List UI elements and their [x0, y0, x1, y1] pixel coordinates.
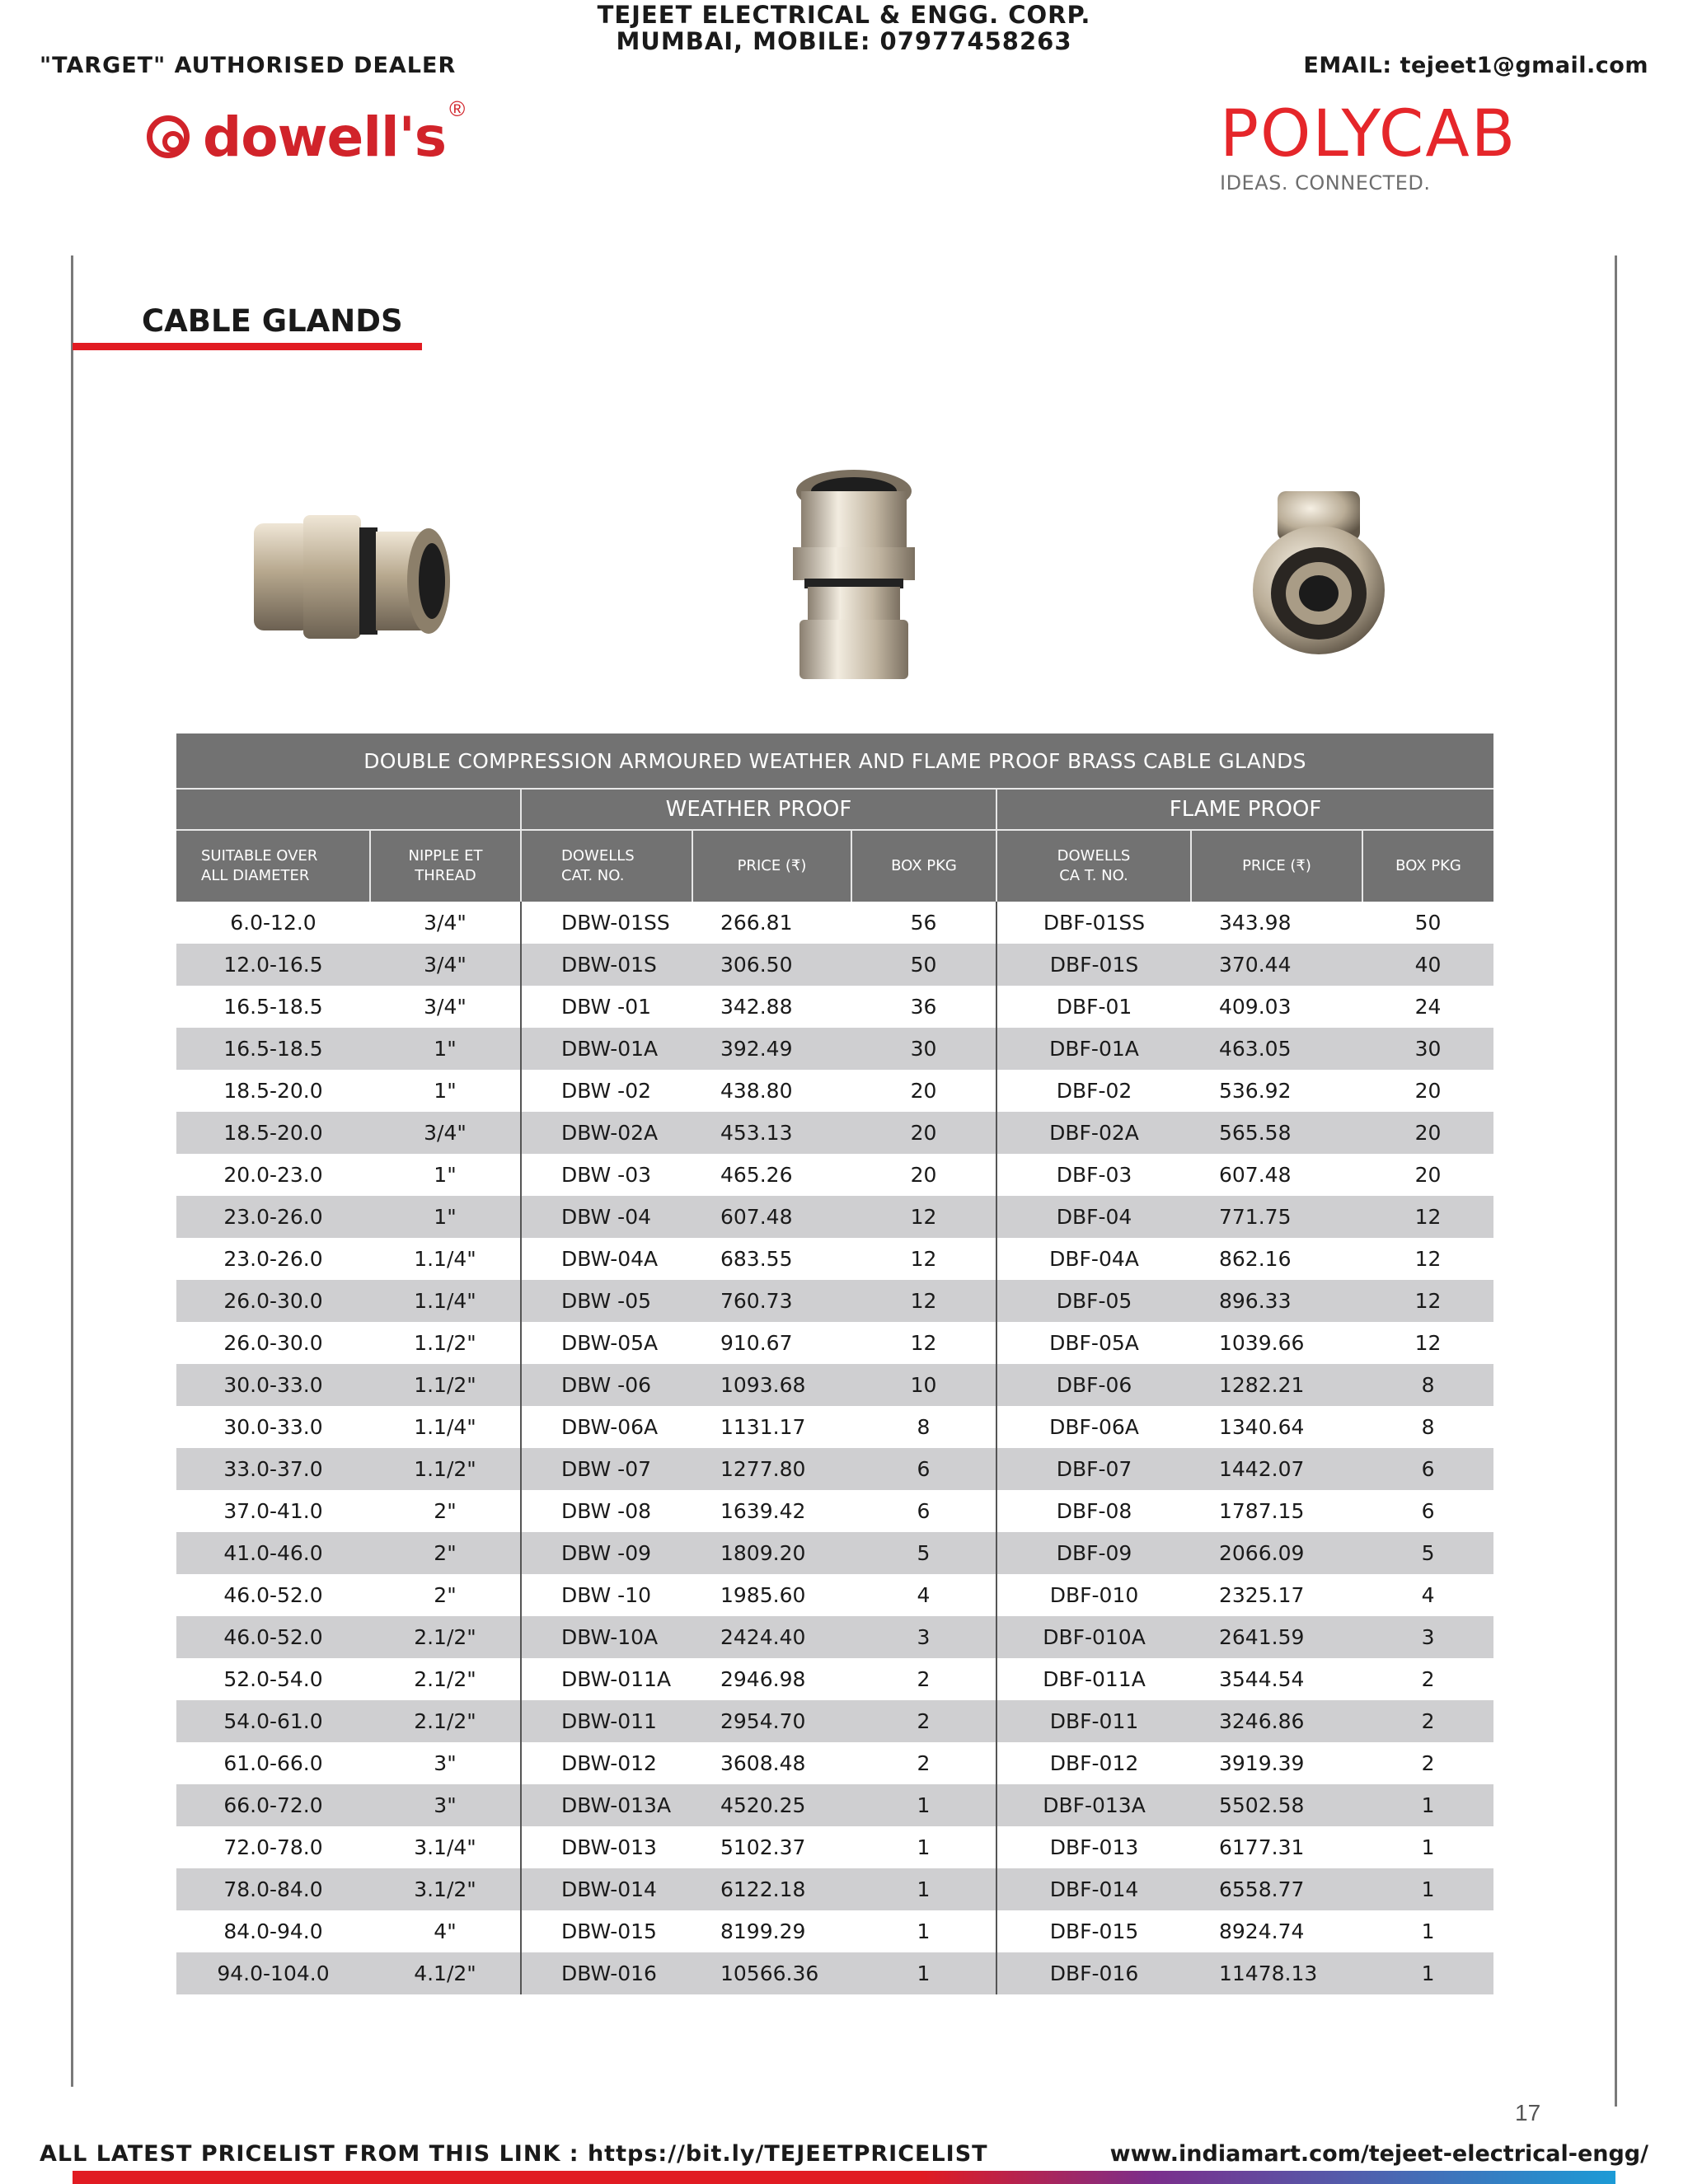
cell-wp-price: 2946.98 [692, 1658, 851, 1700]
cell-fp-price: 2641.59 [1191, 1616, 1362, 1658]
cell-fp-cat-no: DBF-01SS [996, 902, 1191, 944]
cell-thread: 3.1/2" [370, 1868, 521, 1910]
table-row [176, 1700, 1493, 1742]
cell-diameter: 46.0-52.0 [176, 1616, 370, 1658]
cell-wp-cat-no: DBW-06A [521, 1406, 692, 1448]
cell-wp-cat-no: DBW-011 [521, 1700, 692, 1742]
cell-thread: 1" [370, 1028, 521, 1070]
cell-wp-cat-no: DBW-016 [521, 1952, 692, 1994]
cell-wp-price: 683.55 [692, 1238, 851, 1280]
cell-thread: 3/4" [370, 1112, 521, 1154]
cell-wp-cat-no: DBW -08 [521, 1490, 692, 1532]
cell-fp-cat-no: DBF-09 [996, 1532, 1191, 1574]
col-header-wp-cat-no: DOWELLS CAT. NO. [521, 830, 692, 902]
cell-wp-price: 1809.20 [692, 1532, 851, 1574]
cell-fp-cat-no: DBF-010A [996, 1616, 1191, 1658]
cell-fp-cat-no: DBF-07 [996, 1448, 1191, 1490]
cell-diameter: 52.0-54.0 [176, 1658, 370, 1700]
group-header-flame-proof: FLAME PROOF [996, 789, 1493, 830]
cell-thread: 2.1/2" [370, 1700, 521, 1742]
cell-wp-box-pkg: 20 [851, 1070, 996, 1112]
cell-diameter: 37.0-41.0 [176, 1490, 370, 1532]
cell-fp-price: 3544.54 [1191, 1658, 1362, 1700]
cell-fp-cat-no: DBF-01 [996, 986, 1191, 1028]
table-row [176, 1952, 1493, 1994]
cell-diameter: 94.0-104.0 [176, 1952, 370, 1994]
cell-wp-price: 8199.29 [692, 1910, 851, 1952]
cell-wp-box-pkg: 50 [851, 944, 996, 986]
cell-thread: 2.1/2" [370, 1616, 521, 1658]
cell-wp-price: 10566.36 [692, 1952, 851, 1994]
cell-fp-box-pkg: 2 [1362, 1742, 1493, 1784]
cell-diameter: 46.0-52.0 [176, 1574, 370, 1616]
table-row [176, 1406, 1493, 1448]
footer-pricelist-link[interactable]: ALL LATEST PRICELIST FROM THIS LINK : https://bit.ly/TEJEETPRICELIST [40, 2141, 988, 2167]
cell-diameter: 18.5-20.0 [176, 1112, 370, 1154]
cell-fp-price: 1442.07 [1191, 1448, 1362, 1490]
dowells-logo [147, 96, 466, 170]
cell-fp-price: 370.44 [1191, 944, 1362, 986]
table-row [176, 1532, 1493, 1574]
cell-diameter: 16.5-18.5 [176, 1028, 370, 1070]
section-title: CABLE GLANDS [142, 303, 403, 339]
cell-fp-price: 896.33 [1191, 1280, 1362, 1322]
cell-wp-price: 1277.80 [692, 1448, 851, 1490]
cell-fp-cat-no: DBF-013 [996, 1826, 1191, 1868]
page-number: 17 [1515, 2100, 1541, 2125]
cell-fp-box-pkg: 1 [1362, 1826, 1493, 1868]
cell-thread: 3.1/4" [370, 1826, 521, 1868]
cell-wp-price: 4520.25 [692, 1784, 851, 1826]
cell-fp-price: 862.16 [1191, 1238, 1362, 1280]
cell-wp-cat-no: DBW -06 [521, 1364, 692, 1406]
cell-thread: 1" [370, 1196, 521, 1238]
cell-wp-price: 5102.37 [692, 1826, 851, 1868]
cell-thread: 1.1/2" [370, 1364, 521, 1406]
cell-fp-box-pkg: 12 [1362, 1238, 1493, 1280]
cell-wp-box-pkg: 1 [851, 1910, 996, 1952]
cell-fp-box-pkg: 2 [1362, 1658, 1493, 1700]
footer-color-bar [73, 2171, 1615, 2184]
cell-fp-price: 3246.86 [1191, 1700, 1362, 1742]
col-header-diameter: SUITABLE OVER ALL DIAMETER [176, 830, 370, 902]
cell-wp-box-pkg: 30 [851, 1028, 996, 1070]
cell-wp-box-pkg: 3 [851, 1616, 996, 1658]
cell-wp-cat-no: DBW -03 [521, 1154, 692, 1196]
cell-thread: 3" [370, 1742, 521, 1784]
cell-thread: 2" [370, 1532, 521, 1574]
company-header [0, 2, 1688, 54]
cell-thread: 4" [370, 1910, 521, 1952]
cell-fp-price: 1787.15 [1191, 1490, 1362, 1532]
polycab-wordmark: POLYCAB [1220, 97, 1517, 171]
cell-fp-cat-no: DBF-05 [996, 1280, 1191, 1322]
cell-fp-cat-no: DBF-03 [996, 1154, 1191, 1196]
table-row [176, 1448, 1493, 1490]
cell-diameter: 33.0-37.0 [176, 1448, 370, 1490]
cell-wp-box-pkg: 12 [851, 1280, 996, 1322]
right-frame-line [1615, 255, 1617, 2107]
cell-fp-box-pkg: 40 [1362, 944, 1493, 986]
cell-wp-price: 3608.48 [692, 1742, 851, 1784]
cell-fp-box-pkg: 2 [1362, 1700, 1493, 1742]
title-underline [73, 343, 422, 350]
cell-wp-cat-no: DBW -09 [521, 1532, 692, 1574]
dowells-mark-icon [147, 115, 190, 158]
cell-fp-cat-no: DBF-05A [996, 1322, 1191, 1364]
cell-fp-box-pkg: 20 [1362, 1154, 1493, 1196]
cell-fp-box-pkg: 6 [1362, 1448, 1493, 1490]
cell-wp-cat-no: DBW-10A [521, 1616, 692, 1658]
cell-wp-price: 1985.60 [692, 1574, 851, 1616]
left-frame-line [71, 255, 73, 2087]
cell-fp-cat-no: DBF-011A [996, 1658, 1191, 1700]
cell-wp-box-pkg: 2 [851, 1658, 996, 1700]
cell-fp-cat-no: DBF-012 [996, 1742, 1191, 1784]
cell-fp-box-pkg: 1 [1362, 1910, 1493, 1952]
cell-fp-price: 463.05 [1191, 1028, 1362, 1070]
cell-wp-cat-no: DBW-05A [521, 1322, 692, 1364]
col-header-fp-price: PRICE (₹) [1191, 830, 1362, 902]
cell-fp-box-pkg: 3 [1362, 1616, 1493, 1658]
cell-wp-cat-no: DBW -04 [521, 1196, 692, 1238]
cell-wp-box-pkg: 56 [851, 902, 996, 944]
cell-fp-cat-no: DBF-08 [996, 1490, 1191, 1532]
cell-wp-box-pkg: 12 [851, 1322, 996, 1364]
cell-wp-price: 392.49 [692, 1028, 851, 1070]
cell-diameter: 6.0-12.0 [176, 902, 370, 944]
table-row [176, 1112, 1493, 1154]
cell-wp-price: 306.50 [692, 944, 851, 986]
cell-wp-cat-no: DBW-01S [521, 944, 692, 986]
cell-diameter: 20.0-23.0 [176, 1154, 370, 1196]
cell-diameter: 54.0-61.0 [176, 1700, 370, 1742]
cell-thread: 1.1/4" [370, 1238, 521, 1280]
cell-fp-price: 8924.74 [1191, 1910, 1362, 1952]
cell-wp-price: 2954.70 [692, 1700, 851, 1742]
cell-thread: 1.1/4" [370, 1280, 521, 1322]
cell-fp-cat-no: DBF-02A [996, 1112, 1191, 1154]
cell-diameter: 72.0-78.0 [176, 1826, 370, 1868]
cell-wp-box-pkg: 1 [851, 1826, 996, 1868]
cable-gland-image-3 [1236, 483, 1401, 659]
cell-wp-price: 6122.18 [692, 1868, 851, 1910]
table-title: DOUBLE COMPRESSION ARMOURED WEATHER AND FLAME PROOF BRASS CABLE GLANDS [176, 733, 1493, 789]
cell-wp-box-pkg: 6 [851, 1490, 996, 1532]
table-row [176, 1196, 1493, 1238]
polycab-tagline: IDEAS. CONNECTED. [1220, 171, 1431, 194]
cell-fp-cat-no: DBF-02 [996, 1070, 1191, 1112]
table-row [176, 1280, 1493, 1322]
cell-diameter: 26.0-30.0 [176, 1280, 370, 1322]
cell-thread: 1" [370, 1154, 521, 1196]
cell-thread: 1.1/4" [370, 1406, 521, 1448]
cell-wp-price: 1639.42 [692, 1490, 851, 1532]
table-row [176, 1070, 1493, 1112]
cell-fp-cat-no: DBF-015 [996, 1910, 1191, 1952]
cell-fp-box-pkg: 30 [1362, 1028, 1493, 1070]
cell-fp-box-pkg: 1 [1362, 1952, 1493, 1994]
cell-diameter: 18.5-20.0 [176, 1070, 370, 1112]
cell-wp-cat-no: DBW-013 [521, 1826, 692, 1868]
cell-wp-box-pkg: 36 [851, 986, 996, 1028]
col-header-wp-box-pkg: BOX PKG [851, 830, 996, 902]
cell-thread: 2" [370, 1574, 521, 1616]
cell-wp-box-pkg: 10 [851, 1364, 996, 1406]
company-name: TEJEET ELECTRICAL & ENGG. CORP. [597, 1, 1091, 29]
cell-wp-box-pkg: 2 [851, 1700, 996, 1742]
cell-wp-price: 266.81 [692, 902, 851, 944]
cell-wp-cat-no: DBW-04A [521, 1238, 692, 1280]
cell-wp-box-pkg: 6 [851, 1448, 996, 1490]
cell-wp-cat-no: DBW-01SS [521, 902, 692, 944]
col-header-thread: NIPPLE ET THREAD [370, 830, 521, 902]
cell-fp-cat-no: DBF-01A [996, 1028, 1191, 1070]
cell-wp-cat-no: DBW-012 [521, 1742, 692, 1784]
cell-wp-price: 1131.17 [692, 1406, 851, 1448]
cell-diameter: 78.0-84.0 [176, 1868, 370, 1910]
cell-wp-price: 438.80 [692, 1070, 851, 1112]
cell-diameter: 23.0-26.0 [176, 1238, 370, 1280]
cell-fp-price: 565.58 [1191, 1112, 1362, 1154]
cell-wp-box-pkg: 20 [851, 1112, 996, 1154]
cell-fp-box-pkg: 24 [1362, 986, 1493, 1028]
cell-wp-cat-no: DBW-011A [521, 1658, 692, 1700]
footer-website-link[interactable]: www.indiamart.com/tejeet-electrical-engg/ [1109, 2141, 1648, 2167]
table-row [176, 1238, 1493, 1280]
cell-fp-price: 2325.17 [1191, 1574, 1362, 1616]
cell-diameter: 23.0-26.0 [176, 1196, 370, 1238]
price-table [176, 733, 1493, 1994]
cell-fp-box-pkg: 20 [1362, 1070, 1493, 1112]
cell-fp-box-pkg: 12 [1362, 1280, 1493, 1322]
cell-fp-cat-no: DBF-016 [996, 1952, 1191, 1994]
cell-fp-price: 11478.13 [1191, 1952, 1362, 1994]
cell-fp-box-pkg: 8 [1362, 1406, 1493, 1448]
cell-fp-cat-no: DBF-04 [996, 1196, 1191, 1238]
cell-diameter: 84.0-94.0 [176, 1910, 370, 1952]
cell-wp-price: 2424.40 [692, 1616, 851, 1658]
cell-wp-box-pkg: 1 [851, 1784, 996, 1826]
cell-fp-price: 3919.39 [1191, 1742, 1362, 1784]
table-row [176, 1322, 1493, 1364]
cell-fp-box-pkg: 1 [1362, 1868, 1493, 1910]
cell-thread: 1.1/2" [370, 1322, 521, 1364]
cell-wp-cat-no: DBW-02A [521, 1112, 692, 1154]
cell-wp-price: 760.73 [692, 1280, 851, 1322]
cell-wp-box-pkg: 4 [851, 1574, 996, 1616]
cell-wp-cat-no: DBW-01A [521, 1028, 692, 1070]
cell-fp-cat-no: DBF-014 [996, 1868, 1191, 1910]
cell-fp-cat-no: DBF-010 [996, 1574, 1191, 1616]
table-row [176, 1490, 1493, 1532]
registered-mark: ® [449, 96, 466, 121]
cell-thread: 2" [370, 1490, 521, 1532]
col-header-fp-cat-no: DOWELLS CA T. NO. [996, 830, 1191, 902]
group-header-blank [176, 789, 521, 830]
cell-thread: 3/4" [370, 902, 521, 944]
cell-fp-price: 536.92 [1191, 1070, 1362, 1112]
cell-wp-price: 910.67 [692, 1322, 851, 1364]
dowells-wordmark: dowell's [203, 105, 447, 169]
cell-wp-price: 1093.68 [692, 1364, 851, 1406]
company-contact: MUMBAI, MOBILE: 07977458263 [616, 27, 1072, 55]
cell-fp-price: 1039.66 [1191, 1322, 1362, 1364]
cell-wp-box-pkg: 1 [851, 1952, 996, 1994]
cell-wp-price: 453.13 [692, 1112, 851, 1154]
table-row [176, 1826, 1493, 1868]
cell-fp-price: 343.98 [1191, 902, 1362, 944]
cell-fp-price: 6558.77 [1191, 1868, 1362, 1910]
cell-thread: 1" [370, 1070, 521, 1112]
table-row [176, 1742, 1493, 1784]
cell-wp-cat-no: DBW-014 [521, 1868, 692, 1910]
table-row [176, 1868, 1493, 1910]
table-row [176, 944, 1493, 986]
table-row [176, 1028, 1493, 1070]
cell-wp-cat-no: DBW -05 [521, 1280, 692, 1322]
cell-thread: 3/4" [370, 944, 521, 986]
table-row [176, 1574, 1493, 1616]
table-row [176, 1910, 1493, 1952]
cell-fp-box-pkg: 12 [1362, 1196, 1493, 1238]
table-row [176, 1364, 1493, 1406]
cell-diameter: 61.0-66.0 [176, 1742, 370, 1784]
cell-thread: 4.1/2" [370, 1952, 521, 1994]
cell-fp-box-pkg: 4 [1362, 1574, 1493, 1616]
email-label: EMAIL: tejeet1@gmail.com [1303, 53, 1648, 78]
col-header-wp-price: PRICE (₹) [692, 830, 851, 902]
cell-fp-cat-no: DBF-04A [996, 1238, 1191, 1280]
table-row [176, 1616, 1493, 1658]
cell-wp-cat-no: DBW -07 [521, 1448, 692, 1490]
cell-fp-price: 6177.31 [1191, 1826, 1362, 1868]
cell-fp-cat-no: DBF-01S [996, 944, 1191, 986]
cell-fp-box-pkg: 5 [1362, 1532, 1493, 1574]
cell-diameter: 16.5-18.5 [176, 986, 370, 1028]
cell-fp-price: 5502.58 [1191, 1784, 1362, 1826]
cell-thread: 1.1/2" [370, 1448, 521, 1490]
cell-fp-price: 607.48 [1191, 1154, 1362, 1196]
cell-fp-price: 1340.64 [1191, 1406, 1362, 1448]
table-row [176, 1154, 1493, 1196]
cell-fp-box-pkg: 20 [1362, 1112, 1493, 1154]
cable-gland-image-2 [771, 466, 936, 687]
cell-wp-price: 607.48 [692, 1196, 851, 1238]
cell-fp-box-pkg: 50 [1362, 902, 1493, 944]
cell-wp-box-pkg: 5 [851, 1532, 996, 1574]
table-row [176, 1658, 1493, 1700]
cell-fp-box-pkg: 12 [1362, 1322, 1493, 1364]
cell-diameter: 30.0-33.0 [176, 1406, 370, 1448]
cell-wp-price: 465.26 [692, 1154, 851, 1196]
cell-thread: 3" [370, 1784, 521, 1826]
cell-fp-cat-no: DBF-013A [996, 1784, 1191, 1826]
cell-diameter: 41.0-46.0 [176, 1532, 370, 1574]
cell-fp-box-pkg: 8 [1362, 1364, 1493, 1406]
cell-wp-cat-no: DBW-015 [521, 1910, 692, 1952]
dealer-label: "TARGET" AUTHORISED DEALER [40, 53, 457, 78]
cell-fp-cat-no: DBF-06 [996, 1364, 1191, 1406]
cell-thread: 3/4" [370, 986, 521, 1028]
cell-fp-box-pkg: 6 [1362, 1490, 1493, 1532]
cell-diameter: 30.0-33.0 [176, 1364, 370, 1406]
polycab-logo [1220, 97, 1517, 194]
table-row [176, 1784, 1493, 1826]
cell-diameter: 12.0-16.5 [176, 944, 370, 986]
cell-fp-cat-no: DBF-011 [996, 1700, 1191, 1742]
table-row [176, 902, 1493, 944]
cell-thread: 2.1/2" [370, 1658, 521, 1700]
col-header-fp-box-pkg: BOX PKG [1362, 830, 1493, 902]
table-row [176, 986, 1493, 1028]
cell-wp-box-pkg: 2 [851, 1742, 996, 1784]
cell-wp-cat-no: DBW -01 [521, 986, 692, 1028]
cell-wp-price: 342.88 [692, 986, 851, 1028]
cell-wp-cat-no: DBW-013A [521, 1784, 692, 1826]
cell-wp-cat-no: DBW -10 [521, 1574, 692, 1616]
cell-fp-price: 409.03 [1191, 986, 1362, 1028]
cell-diameter: 66.0-72.0 [176, 1784, 370, 1826]
cell-fp-price: 771.75 [1191, 1196, 1362, 1238]
cell-wp-box-pkg: 12 [851, 1238, 996, 1280]
cell-fp-box-pkg: 1 [1362, 1784, 1493, 1826]
cell-wp-cat-no: DBW -02 [521, 1070, 692, 1112]
cell-fp-price: 1282.21 [1191, 1364, 1362, 1406]
cell-fp-price: 2066.09 [1191, 1532, 1362, 1574]
cell-wp-box-pkg: 20 [851, 1154, 996, 1196]
cell-wp-box-pkg: 12 [851, 1196, 996, 1238]
cable-gland-image-1 [246, 478, 468, 684]
group-header-weather-proof: WEATHER PROOF [521, 789, 996, 830]
cell-diameter: 26.0-30.0 [176, 1322, 370, 1364]
cell-fp-cat-no: DBF-06A [996, 1406, 1191, 1448]
cell-wp-box-pkg: 8 [851, 1406, 996, 1448]
cell-wp-box-pkg: 1 [851, 1868, 996, 1910]
price-table-body [176, 902, 1493, 1994]
